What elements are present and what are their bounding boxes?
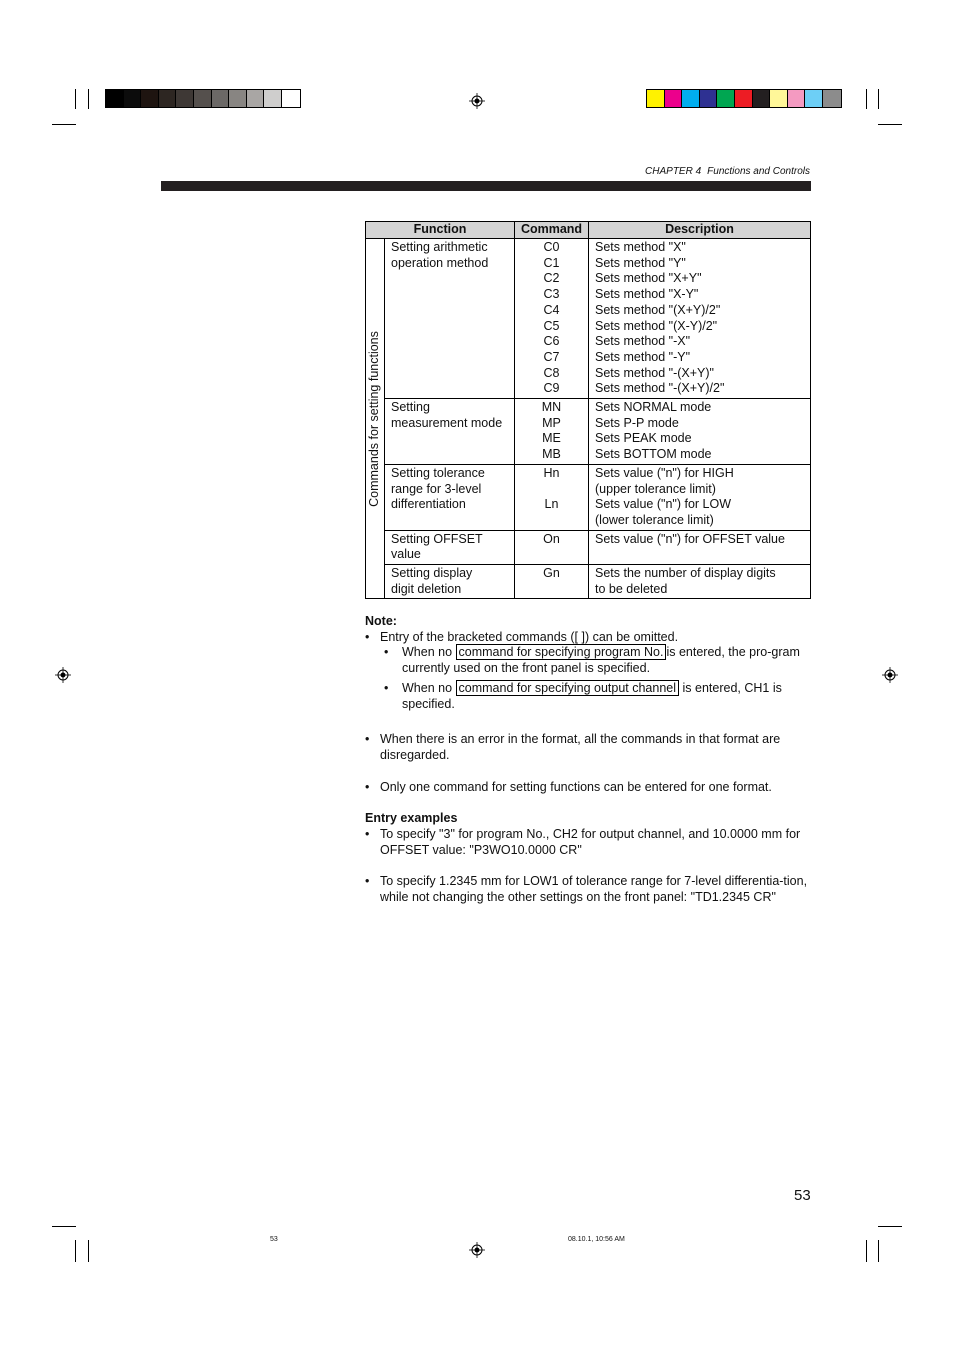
command-line: C2 bbox=[543, 271, 560, 286]
note-bullet: • Entry of the bracketed commands ([ ]) can be omitted. bbox=[365, 630, 811, 646]
crop-mark bbox=[866, 1240, 867, 1262]
color-swatch bbox=[647, 90, 665, 107]
note-sub-bullet bbox=[365, 645, 811, 676]
function-line: range for 3-level bbox=[391, 481, 482, 496]
table-row bbox=[366, 565, 811, 599]
function-line: Setting OFFSET bbox=[391, 531, 483, 546]
function-line: Setting tolerance bbox=[391, 465, 485, 480]
table-header-row bbox=[366, 222, 811, 239]
function-line: differentiation bbox=[391, 497, 466, 512]
function-line: Setting bbox=[391, 400, 430, 415]
table-row bbox=[366, 464, 811, 530]
description-cell bbox=[589, 399, 811, 465]
page-number: 53 bbox=[794, 1187, 811, 1204]
command-cell bbox=[515, 399, 589, 465]
color-swatch bbox=[788, 90, 806, 107]
notes-section bbox=[365, 613, 811, 906]
command-line: MN bbox=[541, 400, 562, 415]
section-label: Functions and Controls bbox=[707, 166, 810, 177]
color-swatch bbox=[264, 90, 282, 107]
command-line: C9 bbox=[543, 381, 560, 396]
color-swatch bbox=[229, 90, 247, 107]
table-row bbox=[366, 239, 811, 399]
description-cell bbox=[589, 530, 811, 564]
description-line: Sets method "(X+Y)/2" bbox=[595, 302, 721, 317]
command-line: C1 bbox=[543, 255, 560, 270]
command-line: C7 bbox=[543, 349, 560, 364]
registration-target-icon bbox=[469, 1242, 485, 1258]
command-line: C6 bbox=[543, 334, 560, 349]
note-sub-text: is entered, the pro-gram currently used on the front panel is specified. bbox=[402, 645, 800, 676]
color-swatch bbox=[823, 90, 841, 107]
color-swatch bbox=[159, 90, 177, 107]
function-line: Setting display bbox=[391, 566, 473, 581]
boxed-term: command for specifying program No. bbox=[456, 644, 667, 660]
command-table bbox=[365, 221, 811, 599]
description-cell bbox=[589, 565, 811, 599]
description-line: Sets value ("n") for LOW bbox=[595, 497, 731, 512]
description-line: Sets method "-Y" bbox=[595, 349, 691, 364]
command-line: C0 bbox=[543, 240, 560, 254]
description-line: Sets method "(X-Y)/2" bbox=[595, 318, 718, 333]
command-cell bbox=[515, 565, 589, 599]
color-calibration-bar bbox=[646, 89, 842, 108]
header-rule bbox=[161, 181, 811, 191]
color-swatch bbox=[753, 90, 771, 107]
command-line: ME bbox=[542, 431, 561, 446]
command-line: Gn bbox=[543, 566, 560, 581]
function-line: digit deletion bbox=[391, 581, 462, 596]
note-bullet: • Only one command for setting functions can be entered for one format. bbox=[365, 780, 811, 796]
color-swatch bbox=[700, 90, 718, 107]
note-sub-text: When no bbox=[402, 645, 453, 660]
command-line: C8 bbox=[543, 365, 560, 380]
function-cell bbox=[385, 565, 515, 599]
table-row bbox=[366, 530, 811, 564]
description-cell bbox=[589, 464, 811, 530]
footer-page: 53 bbox=[270, 1236, 278, 1243]
description-line: (lower tolerance limit) bbox=[595, 512, 714, 527]
note-heading: Note: bbox=[365, 614, 397, 628]
function-cell bbox=[385, 530, 515, 564]
color-swatch bbox=[717, 90, 735, 107]
registration-target-icon bbox=[55, 667, 71, 683]
color-swatch bbox=[106, 90, 124, 107]
description-line: Sets method "Y" bbox=[595, 255, 686, 270]
color-swatch bbox=[194, 90, 212, 107]
example-bullet: • To specify 1.2345 mm for LOW1 of tolerance range for 7-level differentia-tion, while not changing the other settings on the front panel: "TD1.2345 CR" bbox=[365, 874, 811, 905]
description-line: Sets the number of display digits bbox=[595, 566, 776, 581]
function-line: value bbox=[391, 547, 421, 562]
example-bullet: • To specify "3" for program No., CH2 for output channel, and 10.0000 mm for OFFSET value: "P3WO10.0000 CR" bbox=[365, 827, 811, 858]
registration-target-icon bbox=[469, 93, 485, 109]
function-cell bbox=[385, 464, 515, 530]
footer-timestamp: 08.10.1, 10:56 AM bbox=[568, 1236, 625, 1243]
note-sub-text: is entered, CH1 is specified. bbox=[402, 680, 782, 711]
description-line: Sets method "X-Y" bbox=[595, 287, 699, 302]
crop-mark bbox=[878, 124, 902, 125]
description-line: Sets method "X+Y" bbox=[595, 271, 702, 286]
command-line: Hn bbox=[543, 465, 560, 480]
crop-mark bbox=[878, 1226, 902, 1227]
command-line bbox=[515, 482, 588, 498]
command-line: On bbox=[543, 531, 560, 546]
crop-mark bbox=[75, 1240, 76, 1262]
command-line: C5 bbox=[543, 318, 560, 333]
command-line bbox=[515, 513, 588, 529]
description-line: Sets value ("n") for OFFSET value bbox=[595, 531, 785, 546]
crop-mark bbox=[878, 1240, 879, 1262]
color-swatch bbox=[682, 90, 700, 107]
header-description: Description bbox=[589, 222, 811, 239]
color-swatch bbox=[665, 90, 683, 107]
function-cell bbox=[385, 399, 515, 465]
command-cell bbox=[515, 464, 589, 530]
crop-mark bbox=[878, 89, 879, 109]
command-line: C4 bbox=[543, 302, 560, 317]
running-header bbox=[645, 166, 810, 177]
crop-mark bbox=[52, 124, 76, 125]
crop-mark bbox=[88, 89, 89, 109]
description-line: (upper tolerance limit) bbox=[595, 481, 716, 496]
description-line: Sets NORMAL mode bbox=[595, 400, 712, 415]
header-command: Command bbox=[515, 222, 589, 239]
function-line: operation method bbox=[391, 255, 489, 270]
command-line: MP bbox=[542, 415, 561, 430]
function-line: measurement mode bbox=[391, 415, 503, 430]
description-line: Sets value ("n") for HIGH bbox=[595, 465, 734, 480]
command-line: Ln bbox=[544, 497, 559, 512]
color-swatch bbox=[770, 90, 788, 107]
color-swatch bbox=[247, 90, 265, 107]
command-cell bbox=[515, 239, 589, 399]
side-label-cell bbox=[366, 239, 385, 599]
note-sub-text: When no bbox=[402, 680, 453, 695]
color-swatch bbox=[124, 90, 142, 107]
crop-mark bbox=[75, 89, 76, 109]
color-swatch bbox=[805, 90, 823, 107]
side-label: Commands for setting functions bbox=[367, 330, 382, 507]
table-row bbox=[366, 399, 811, 465]
chapter-label: CHAPTER 4 bbox=[645, 166, 702, 177]
description-line: to be deleted bbox=[595, 581, 668, 596]
description-line: Sets P-P mode bbox=[595, 415, 679, 430]
color-swatch bbox=[141, 90, 159, 107]
command-cell bbox=[515, 530, 589, 564]
command-line: MB bbox=[542, 447, 561, 462]
color-swatch bbox=[282, 90, 300, 107]
color-swatch bbox=[735, 90, 753, 107]
description-line: Sets PEAK mode bbox=[595, 431, 692, 446]
command-line: C3 bbox=[543, 287, 560, 302]
description-line: Sets method "-X" bbox=[595, 334, 691, 349]
note-bullet: • When there is an error in the format, all the commands in that format are disregarded. bbox=[365, 732, 811, 763]
description-line: Sets BOTTOM mode bbox=[595, 447, 712, 462]
description-line: Sets method "-(X+Y)" bbox=[595, 365, 714, 380]
boxed-term: command for specifying output channel bbox=[456, 680, 680, 696]
crop-mark bbox=[88, 1240, 89, 1262]
header-function: Function bbox=[366, 222, 515, 239]
description-cell bbox=[589, 239, 811, 399]
grayscale-bar bbox=[105, 89, 301, 108]
crop-mark bbox=[866, 89, 867, 109]
note-sub-bullet bbox=[365, 681, 811, 712]
description-line: Sets method "X" bbox=[595, 240, 686, 254]
registration-target-icon bbox=[882, 667, 898, 683]
crop-mark bbox=[52, 1226, 76, 1227]
function-line: Setting arithmetic bbox=[391, 240, 488, 254]
function-cell bbox=[385, 239, 515, 399]
description-line: Sets method "-(X+Y)/2" bbox=[595, 381, 725, 396]
entry-examples-heading: Entry examples bbox=[365, 811, 458, 826]
color-swatch bbox=[212, 90, 230, 107]
color-swatch bbox=[176, 90, 194, 107]
